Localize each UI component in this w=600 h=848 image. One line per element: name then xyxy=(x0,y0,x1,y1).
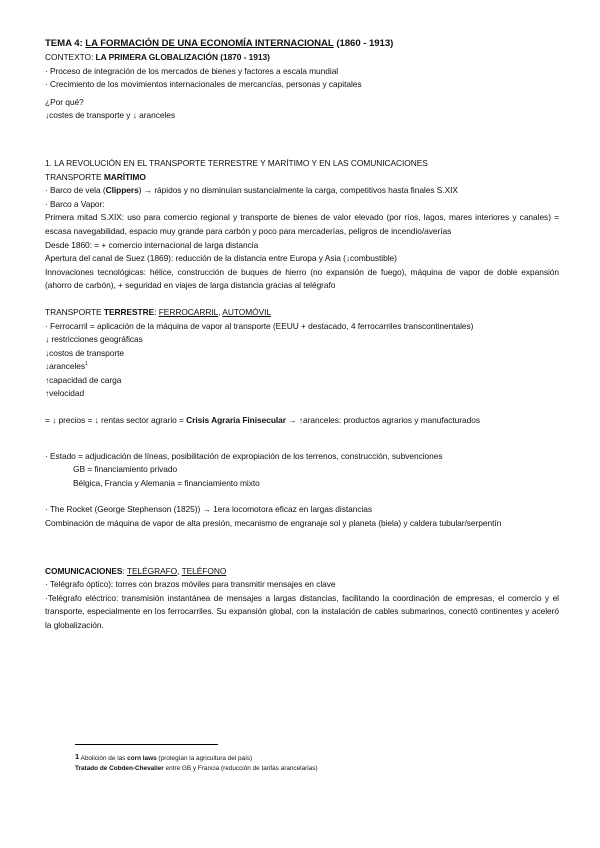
sail-pre: · Barco de vela ( xyxy=(45,185,106,196)
footnote-corn-laws: corn laws xyxy=(127,755,157,762)
context-label: CONTEXTO: xyxy=(45,52,94,62)
steam-ship-text: Primera mitad S.XIX: uso para comercio regional y transporte de bienes de valor elevado (por ríos, lagos, mares interiores y canales) = escasa navegabilidad, espacio muy grande para carbón y poco para mercaderías, peligros de incendio/averías xyxy=(45,212,559,236)
rocket-description: Combinación de máquina de vapor de alta presión, mecanismo de engranaje sol y planeta (biela) y caldera tubular/serpentín xyxy=(45,518,502,529)
effect-item: ↑velocidad xyxy=(45,388,85,399)
railway-term: FERROCARRIL xyxy=(158,306,219,317)
footnote-line-2 xyxy=(75,764,555,774)
electric-telegraph-text: ·Telégrafo eléctrico: transmisión instantánea de mensajes a largas distancias, facilitando la coordinación de empresas, el comercio y el transporte, especialmente en los ferrocarriles. Su expansión global, con la instalación de cables submarinos, conectó continentes y aceleró la globalización. xyxy=(45,592,559,630)
context-item-1: · Proceso de integración de los mercados de bienes y factores a escala mundial xyxy=(45,65,339,76)
sail-ship-line xyxy=(45,184,559,198)
effect-item: ↑capacidad de carga xyxy=(45,374,122,385)
title-prefix: TEMA 4: xyxy=(45,38,83,49)
communications-sep: : xyxy=(122,565,127,576)
mixed-financing: Bélgica, Francia y Alemania = financiamiento mixto xyxy=(73,477,260,488)
telephone-term: TELÉFONO xyxy=(181,565,227,576)
context-heading xyxy=(45,51,559,65)
title-main: LA FORMACIÓN DE UNA ECONOMÍA INTERNACIONAL xyxy=(85,38,334,49)
crisis-post: → ↑aranceles: productos agrarios y manufacturados xyxy=(286,415,480,426)
clippers-term: Clippers xyxy=(105,185,139,196)
land-label-prefix: TRANSPORTE xyxy=(45,306,104,317)
automobile-term: AUTOMÓVIL xyxy=(222,306,272,317)
land-label-bold: TERRESTRE xyxy=(103,306,155,317)
crisis-pre: = ↓ precios = ↓ rentas sector agrario = xyxy=(45,415,187,426)
innovations-text: Innovaciones tecnológicas: hélice, construcción de buques de hierro (no expansión de fuego), máquina de vapor de doble expansión (ahorro de carbón), + seguridad en viajes de larga distancia gracias al telégrafo xyxy=(45,266,559,291)
footnote-line2-post: entre GB y Francia (reducción de tarifas arancelarias) xyxy=(163,765,318,772)
effect-aranceles-text: ↓aranceles xyxy=(45,361,86,372)
footnote-line1-post: (protegían la agricultura del país) xyxy=(156,755,253,762)
gb-financing: GB = financiamiento privado xyxy=(73,464,178,475)
effect-item: ↓ restricciones geográficas xyxy=(45,334,143,345)
communications-comma: , xyxy=(177,565,182,576)
crisis-line xyxy=(45,414,559,428)
footnote-divider xyxy=(75,744,218,745)
maritime-label-prefix: TRANSPORTE xyxy=(45,171,104,182)
section-1-heading: 1. LA REVOLUCIÓN EN EL TRANSPORTE TERRESTRE Y MARÍTIMO Y EN LAS COMUNICACIONES xyxy=(45,157,428,168)
sail-post: ) → rápidos y no disminuían sustancialmente la carga, competitivos hasta finales S.XIX xyxy=(138,185,458,196)
optical-telegraph-line: · Telégrafo óptico): torres con brazos móviles para transmitir mensajes en clave xyxy=(45,579,336,590)
context-item-2: · Crecimiento de los movimientos internacionales de mercancías, personas y capitales xyxy=(45,79,362,90)
effect-item: ↓costos de transporte xyxy=(45,347,125,358)
state-line: · Estado = adjudicación de líneas, posibilitación de expropiación de los terrenos, construcción, subvenciones xyxy=(45,450,443,461)
document-page xyxy=(45,37,559,633)
context-title: LA PRIMERA GLOBALIZACIÓN (1870 - 1913) xyxy=(95,52,270,62)
page-title xyxy=(45,37,559,51)
maritime-label xyxy=(45,171,559,185)
suez-canal-line: Apertura del canal de Suez (1869): reducción de la distancia entre Europa y Asia (↓combustible) xyxy=(45,253,397,264)
crisis-term: Crisis Agraria Finisecular xyxy=(186,415,287,426)
since-1860-line: Desde 1860: = + comercio internacional de larga distancia xyxy=(45,239,259,250)
maritime-label-bold: MARÍTIMO xyxy=(103,171,146,182)
land-label-comma: , xyxy=(218,306,223,317)
railway-line: · Ferrocarril = aplicación de la máquina de vapor al transporte (EEUU + destacado, 4 ferrocarriles transcontinentales) xyxy=(45,320,474,331)
communications-label-bold: COMUNICACIONES xyxy=(45,565,123,576)
footnote-treaty: Tratado de Cobden-Chevalier xyxy=(75,765,164,772)
footnote xyxy=(75,752,555,774)
footnote-line-1 xyxy=(75,752,555,764)
footnote-number: 1 xyxy=(75,752,80,761)
context-answer: ↓costes de transporte y ↓ aranceles xyxy=(45,110,175,121)
communications-label xyxy=(45,565,559,579)
telegraph-term: TELÉGRAFO xyxy=(126,565,178,576)
steam-ship-label: · Barco a Vapor: xyxy=(45,198,105,209)
rocket-line: · The Rocket (George Stephenson (1825)) → 1era locomotora eficaz en largas distancias xyxy=(45,504,373,515)
footnote-line1-pre: Abolición de las xyxy=(79,755,128,762)
effect-item-aranceles xyxy=(45,360,559,374)
land-transport-label xyxy=(45,306,559,320)
title-years: (1860 - 1913) xyxy=(336,38,394,49)
land-label-sep: : xyxy=(154,306,159,317)
footnote-ref[interactable]: 1 xyxy=(85,361,88,368)
context-question: ¿Por qué? xyxy=(45,96,84,107)
